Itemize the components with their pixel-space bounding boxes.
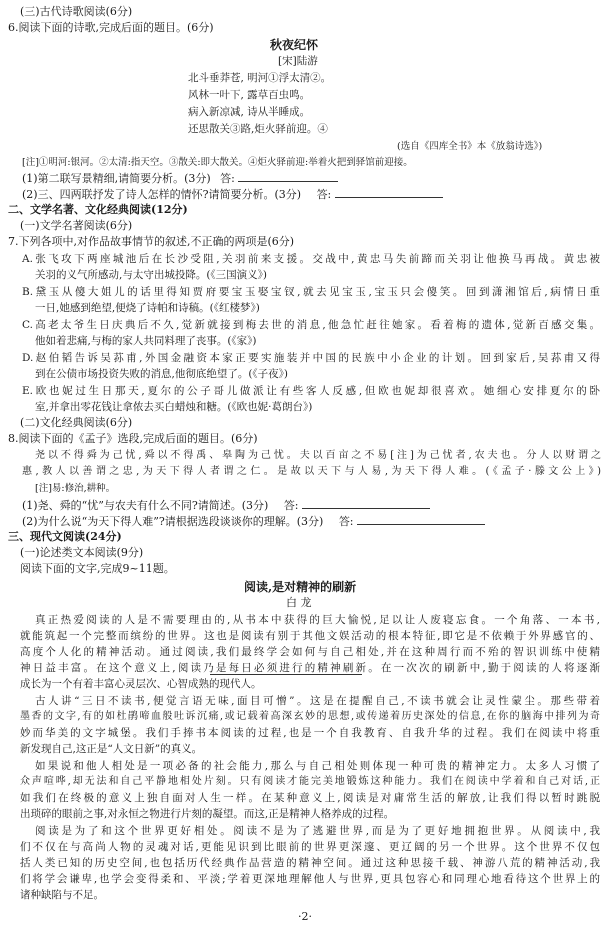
answer-label: 答: [316,188,332,201]
article-line: 真正热爱阅读的人是不需要理由的,从书本中获得的巨大愉悦,足以让人废寝忘食。一个角落、一本书, [35,614,600,626]
question-7-stem: 7.下列各项中,对作品故事情节的叙述,不正确的两项是(6分) [8,235,295,248]
page-number: ·2· [298,910,312,923]
answer-label: 答: [283,499,299,512]
answer-label: 答: [220,172,235,185]
poem-line: 还思散关③路,炬火驿前迎。④ [188,123,328,135]
option-b: B.黛玉从傻大姐儿的话里得知贾府要宝玉娶宝钗,就去见宝玉,宝玉只会傻笑。回到潇湘馆后,病情日重 [22,286,600,298]
option-d: D.赵伯韬告诉吴荪甫,外国金融资本家正要实施装并中国的民族中小企业的计划。回到家后,吴荪甫又得 [22,352,600,364]
subsection-header: (一)文学名著阅读(6分) [20,219,133,232]
article-line: 如果说和他人相处是一项必备的社会能力,那么与自己相处则体现一种可贵的精神定力。太多人习惯了 [35,760,600,772]
question-6-sub-2-text: (2)三、四两联抒发了诗人怎样的情怀?请简要分析。(3分) [22,188,302,201]
option-d-cont: 到在公债市场投资失败的消息,他彻底绝望了。(《子夜》) [35,368,289,380]
poem-line: 风林一叶下, 露草百虫鸣。 [188,89,311,101]
answer-blank[interactable] [302,498,430,509]
article-title: 阅读,是对精神的刷新 [244,580,357,594]
question-6-sub-2 [22,187,443,202]
mencius-note: [注]易:修治,耕种。 [35,483,116,494]
question-8-sub-1-text: (1)尧、舜的“忧”与农夫有什么不同?请简述。(3分) [22,499,269,512]
reading-instruction: 阅读下面的文字,完成9~11题。 [20,562,175,575]
section-3-main-header: 三、现代文阅读(24分) [8,530,122,543]
option-c: C.高老太爷生日庆典后不久,觉新就接到梅去世的消息,他急忙赶往她家。看着梅的遗体,觉新百感交集。 [22,319,600,331]
option-a-cont: 关羽的义气所感动,与太守出城投降。(《三国演义》) [35,269,268,281]
poem-title: 秋夜纪怀 [270,38,319,52]
section-2-header: 二、文学名著、文化经典阅读(12分) [8,203,188,216]
subsection-header: (二)文化经典阅读(6分) [20,416,133,429]
poem-line: 北斗垂莽苍, 明河①浮太清②。 [188,72,332,84]
underline [210,674,362,675]
article-line: 括人类已知的历史空间,也包括历代经典作品营造的精神空间。通过这种思接千载、神游八荒的精神活动,我 [20,857,600,869]
article-line: 如我们在终极的意义上独自面对人生一样。在某种意义上,阅读是对庸常生活的解放,让我们得以暂时跳脱 [20,792,600,804]
answer-label: 答: [338,515,354,528]
article-line: 妙而华美的文字城堡。我们手捧书本阅读的过程,也是一个自我教育、自我升华的过程。我们在阅读中将重 [20,727,600,739]
question-6-sub-1 [22,171,338,186]
article-line: 墨香的文字,有的如杜鹃啼血般吐诉沉痛,或记载着高深玄妙的思想,或传递着历史深处的信息,在你的脑海中排列为奇 [20,711,600,722]
article-line: 古人讲“三日不读书,便觉言语无味,面目可憎”。这是在提醒自己,不读书就会让灵性蒙尘。那些带着 [35,695,600,707]
article-author: 白 龙 [286,596,312,609]
question-8-sub-2-text: (2)为什么说“为天下得人难”?请根据选段谈谈你的理解。(3分) [22,515,324,528]
article-line: 神日益丰富。在这个意义上,阅读乃是每日必须进行的精神刷新。在一次次的刷新中,勤于阅读的人将逐渐 [20,662,600,674]
mencius-passage: 尧以不得舜为己忧,舜以不得禹、皋陶为己忧。夫以百亩之不易[注]为己忧者,农夫也。分人以财谓之 [35,450,601,461]
article-line: 就能筑起一个完整而缤纷的世界。这也是阅读有别于其他文娱活动的根本特征,即它是不依赖于外界感官的、 [20,630,600,642]
question-8-sub-2 [22,514,485,529]
subsection-header: (一)论述类文本阅读(9分) [20,546,144,559]
question-6-sub-1-text: (1)第二联写景精细,请简要分析。(3分) [22,172,211,185]
poem-author: [宋]陆游 [278,55,318,67]
poem-note: [注]①明河:银河。②太清:指天空。③散关:即大散关。④炬火驿前迎:举着火把到驿馆前迎接。 [22,157,413,168]
article-line: 阅读是为了和这个世界更好相处。阅读不是为了逃避世界,而是为了更好地拥抱世界。从阅读中,我 [35,825,600,837]
question-8-sub-1 [22,498,430,513]
poem-source: (选自《四库全书》本《放翁诗选》) [397,141,543,152]
question-6-stem: 6.阅读下面的诗歌,完成后面的题目。(6分) [8,21,214,34]
article-line: 诸种缺陷与不足。 [20,889,104,901]
section-3-header: (三)古代诗歌阅读(6分) [20,5,133,18]
article-line: 高度个人化的精神活动。通过阅读,我们最终学会如何与自己相处,并在这种周行而不殆的智识训练中使精 [20,646,600,658]
answer-blank[interactable] [335,187,443,198]
article-line: 新发现自己,这正是“人文日新”的真义。 [20,743,203,755]
option-e: E.欧也妮过生日那天,夏尔的公子哥儿做派让有些客人反感,但欧也妮却很喜欢。她细心安排夏尔的卧 [22,385,600,397]
answer-blank[interactable] [357,514,485,525]
article-line: 们将学会谦卑,也学会变得柔和、平淡;学着更深地理解他人与世界,更具包容心和同理心地看待这个世界上的 [20,873,600,885]
mencius-passage: 惠,教人以善谓之忠,为天下得人者谓之仁。是故以天下与人易,为天下得人难。(《孟子·滕文公上》) [22,466,601,477]
question-8-stem: 8.阅读下面的《孟子》选段,完成后面的题目。(6分) [8,432,258,445]
option-e-cont: 室,并拿出零花钱让拿侬去买白蜡烛和糖。(《欧也妮·葛朗台》) [35,401,313,413]
option-b-cont: 一日,她感到绝望,便烧了诗帕和诗稿。(《红楼梦》) [35,302,260,314]
answer-blank[interactable] [238,171,338,182]
option-c-cont: 他如着悲痛,与梅的家人共同料理了丧事。(《家》) [35,335,257,347]
article-line: 出琐碎的眼前之事,对永恒之物进行片刻的凝望。而这,正是精神人格养成的过程。 [20,808,395,820]
article-line: 众声喧哗,却无法和自己平静地相处片刻。只有阅读才能完美地锻炼这种能力。我们在阅读中学着和自己对话,正 [20,776,600,787]
poem-line: 病入新凉减, 诗从半睡成。 [188,106,311,118]
article-line: 成长为一个有着丰富心灵层次、心智成熟的现代人。 [20,678,262,690]
article-line: 们不仅在与高尚人物的灵魂对话,更能见识到比眼前的世界更深邃、更辽阔的另一个世界。这个世界不仅包 [20,841,600,853]
option-a: A.张飞攻下两座城池后在长沙受阻,关羽前来支援。交战中,黄忠马失前蹄而关羽让他换马再战。黄忠被 [22,253,600,265]
